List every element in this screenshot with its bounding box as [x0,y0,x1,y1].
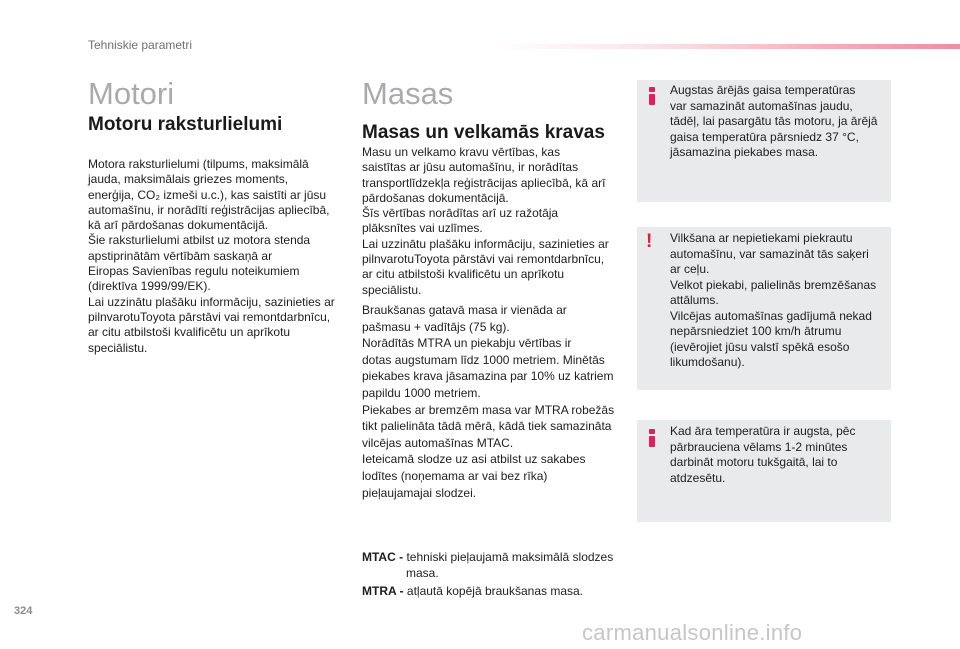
text-line: Lai uzzinātu plašāku informāciju, sazinieties ar [362,236,609,251]
text-line: apstiprinātām vērtībām saskaņā ar [88,248,273,263]
text-line: lodītes (noņemama ar vai bez rīka) [362,468,548,483]
masses-title: Masas [362,76,454,111]
text-line: automašīnu, ir norādīti reģistrācijas apliecībā, [88,202,330,217]
text-line: ar ceļu. [670,262,710,276]
text-line: Braukšanas gatavā masa ir vienāda ar [362,303,567,317]
text-line: attālums. [670,293,719,307]
info-icon [649,87,655,105]
text-line: jauda, maksimālais griezes moments, [88,172,289,187]
engines-title: Motori [88,76,175,111]
text-line: dotas augstumam līdz 1000 metriem. Minētās [362,352,605,367]
glossary [362,549,613,599]
info-note-idling [637,420,891,522]
note-text [670,83,877,161]
text-line: Vilkšana ar nepietiekami piekrautu [670,231,853,245]
glossary-definition: atļautā kopējā braukšanas masa. [406,584,583,598]
note-text [670,424,855,486]
text-line: speciālistu. [362,282,422,297]
text-line: Lai uzzinātu plašāku informāciju, sazinieties ar [88,294,335,309]
engine-characteristics-text [88,157,353,356]
text-line: automašīnu, var samazināt tās saķeri [670,246,869,261]
text-line: pilnvarotuToyota pārstāvi vai remontdarbnīcu, [88,309,331,324]
header-gradient-bar [490,44,960,49]
text-line: pieļaujamajai slodzei. [362,485,477,500]
text-line: pārbrauciena vēlams 1-2 minūtes [670,439,848,454]
info-note-temperature [637,80,891,202]
glossary-term: MTRA - [362,584,404,598]
text-line: darbināt motoru tukšgaitā, lai to [670,455,838,469]
text-line: Ieteicamā slodze uz asi atbilst uz sakabes [362,452,586,467]
text-line: vilcējas automašīnas MTAC. [362,435,514,450]
glossary-definition-continued: masa. [406,566,439,580]
masses-text-1 [362,145,627,298]
glossary-item-mtac [362,549,613,581]
text-line: speciālistu. [88,340,148,355]
page-number: 324 [14,605,33,617]
glossary-term: MTAC - [362,550,404,564]
text-line: var samazināt automašīnas jaudu, [670,98,853,113]
text-line: kā arī pārdošanas dokumentācijā. [88,218,269,233]
text-line: ar citu atbilstoši kvalificētu un aprīkotu [88,325,291,340]
text-line: plāksnītes vai uzlīmes. [362,221,483,236]
watermark: carmanualsonline.info [582,620,803,645]
text-line: pārdošanas dokumentācijā. [362,190,509,205]
text-line: atdzesētu. [670,470,726,485]
text-line: Velkot piekabi, palielinās bremzēšanas [670,277,877,292]
text-line: gaisa temperatūra pārsniedz 37 °C, [670,129,859,144]
masses-text-2 [362,302,627,501]
text-line: (direktīva 1999/99/EK). [88,279,211,294]
text-line: Šīs vērtības norādītas arī uz ražotāja [362,206,559,221]
glossary-definition: tehniski pieļaujamā maksimālā slodzes [406,550,614,564]
text-line: Kad āra temperatūra ir augsta, pēc [670,424,856,438]
text-line: likumdošanu). [670,355,745,369]
engine-characteristics-subtitle: Motoru raksturlielumi [88,114,283,135]
text-line: pilnvarotuToyota pārstāvi vai remontdarbnīcu, [362,252,605,267]
text-line: saistītas ar jūsu automašīnu, ir norādītas [362,160,579,175]
text-line: Šie raksturlielumi atbilst uz motora stenda [88,233,311,248]
text-line: Norādītās MTRA un piekabju vērtības ir [362,336,572,351]
text-line: ar citu atbilstoši kvalificētu un aprīkotu [362,267,565,282]
warning-note-towing [637,227,891,390]
text-line: Motora raksturlielumi (tilpums, maksimālā [88,157,309,171]
text-line: transportlīdzekļa reģistrācijas apliecībā, kā arī [362,175,606,190]
text-line: papildu 1000 metriem. [362,385,481,400]
text-line: Piekabes ar bremzēm masa var MTRA robežās [362,402,615,417]
note-text [670,231,876,371]
text-line: tikt palielināta tādā mērā, kādā tiek samazināta [362,419,612,434]
text-line: nepārsniedziet 100 km/h ātrumu [670,324,842,338]
text-line: tādēļ, lai pasargātu tās motoru, ja ārējā [670,114,878,128]
warning-icon: ! [646,231,653,252]
text-line: Masu un velkamo kravu vērtības, kas [362,145,561,159]
glossary-item-mtra [362,583,613,599]
masses-subtitle: Masas un velkamās kravas [362,122,605,143]
text-line: (ievērojiet jūsu valstī spēkā esošo [670,339,850,354]
text-line: Eiropas Savienības regulu noteikumiem [88,264,300,279]
section-label: Tehniskie parametri [88,38,193,52]
text-line: pašmasu + vadītājs (75 kg). [362,319,510,334]
text-line: enerģija, CO₂ izmeši u.c.), kas saistīti ar jūsu [88,187,327,202]
text-line: Augstas ārējās gaisa temperatūras [670,83,856,97]
text-line: jāsamazina piekabes masa. [670,145,819,159]
text-line: piekabes krava jāsamazina par 10% uz katriem [362,369,614,384]
info-icon [649,429,655,447]
text-line: Vilcējas automašīnas gadījumā nekad [670,308,872,323]
